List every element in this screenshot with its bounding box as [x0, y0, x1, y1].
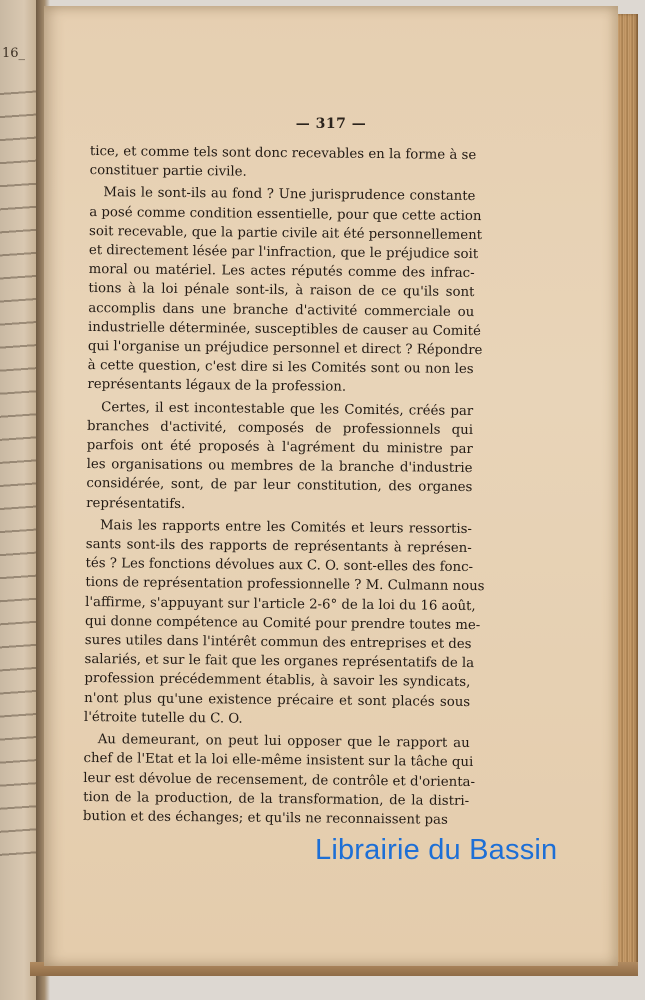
left-page-number-fragment: 16_ — [2, 46, 26, 61]
text-line: Mais les rapports entre les Comités et leurs ressortis- — [99, 517, 473, 537]
text-line: tions à la loi pénale sont-ils, à raison de ce qu'ils sont — [88, 281, 475, 301]
text-line: considérée, sont, de par leur constitution, des organes — [86, 476, 473, 496]
text-line: qui l'organise un préjudice personnel et direct ? Répondre — [87, 339, 483, 359]
paragraph — [86, 398, 473, 517]
text-line: à cette question, c'est dire si les Comités sont ou non les — [87, 358, 474, 378]
text-line: sures utiles dans l'intérêt commun des entreprises et des — [84, 633, 472, 653]
text-line: l'affirme, s'appuyant sur l'article 2-6° de la loi du 16 août, — [85, 594, 476, 614]
text-line: parfois ont été proposés à l'agrément du ministre par — [86, 438, 473, 458]
text-line: Certes, il est incontestable que les Comités, créés par — [101, 399, 474, 419]
watermark-text: Librairie du Bassin — [315, 834, 558, 866]
text-line: l'étroite tutelle du C. O. — [83, 709, 243, 727]
body-text — [82, 142, 485, 833]
text-line: et directement lésée par l'infraction, que le préjudice soit — [88, 243, 479, 263]
left-page-text-fragments — [0, 80, 40, 860]
text-line: sants sont-ils des rapports de représentants à représen- — [85, 537, 472, 557]
text-line: moral ou matériel. Les actes réputés comme des infrac- — [88, 262, 475, 282]
text-line: a posé comme condition essentielle, pour que cette action — [89, 204, 482, 224]
text-line: les organisations ou membres de la branche d'industrie — [86, 457, 473, 477]
text-line: tions de représentation professionnelle ? M. Culmann nous — [85, 575, 485, 595]
text-line: qui donne compétence au Comité pour prendre toutes me- — [84, 613, 481, 633]
text-line: salariés, et sur le fait que les organes représentatifs de la — [84, 652, 475, 672]
page-number: — 317 — — [295, 116, 367, 132]
text-line: tion de la production, de la transformation, de la distri- — [83, 789, 470, 809]
text-line: profession précédemment établis, à savoir les syndicats, — [84, 671, 471, 691]
paragraph — [83, 516, 485, 731]
main-page — [44, 6, 618, 966]
text-line: industrielle déterminée, susceptibles de causer au Comité — [87, 319, 481, 339]
text-line: constituer partie civile. — [89, 163, 247, 180]
paragraph — [87, 183, 483, 398]
text-line: représentatifs. — [86, 495, 186, 512]
text-line: accomplis dans une branche d'activité commerciale ou — [88, 300, 475, 320]
left-facing-page — [0, 0, 40, 1000]
text-line: chef de l'Etat et la loi elle-même insistent sur la tâche qui — [83, 751, 474, 771]
text-line: n'ont plus qu'une existence précaire et sont placés sous — [84, 690, 471, 710]
text-line: Au demeurant, on peut lui opposer que le rapport au — [97, 732, 470, 752]
paragraph — [90, 142, 476, 184]
text-line: tés ? Les fonctions dévolues aux C. O. sont-elles des fonc- — [85, 556, 474, 576]
text-line: soit recevable, que la partie civile ait été personnellement — [88, 223, 483, 243]
text-line: tice, et comme tels sont donc recevables en la forme à se — [89, 143, 477, 164]
text-line: leur est dévolue de recensement, de contrôle et d'orienta- — [83, 770, 476, 790]
paragraph — [82, 730, 476, 830]
text-line: Mais le sont-ils au fond ? Une jurisprudence constante — [103, 185, 476, 205]
text-line: bution et des échanges; et qu'ils ne reconnaissent pas — [82, 808, 448, 828]
text-line: représentants légaux de la profession. — [87, 377, 347, 396]
text-line: branches d'activité, composés de professionnels qui — [86, 418, 474, 438]
